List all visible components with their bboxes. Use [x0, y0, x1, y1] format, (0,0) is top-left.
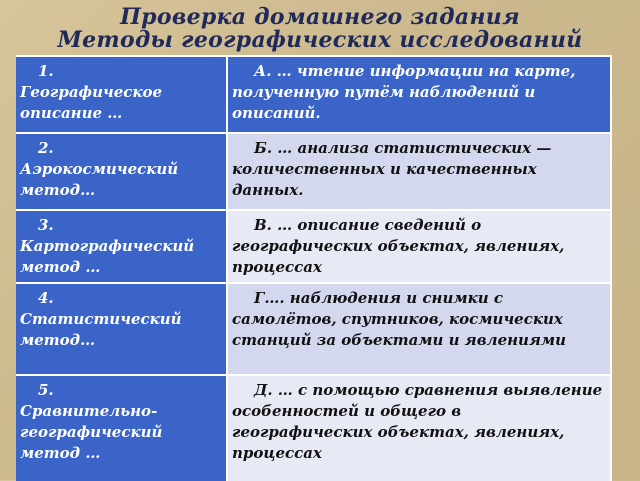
- answer-cell: [227, 56, 611, 133]
- answer-cell: [227, 283, 611, 375]
- method-cell: [16, 56, 227, 133]
- table-row: [16, 56, 611, 133]
- table-row: [16, 375, 611, 481]
- method-number: 1.: [38, 62, 54, 80]
- method-number: 3.: [38, 216, 54, 234]
- method-cell: [16, 133, 227, 210]
- answer-text: Д. … с помощью сравнения выявление особенностей и общего в географических объектах, явлениях, процессах: [232, 381, 603, 462]
- method-cell: [16, 375, 227, 481]
- answer-text: Г…. наблюдения и снимки с самолётов, спутников, космических станций за объектами и явлениями: [232, 289, 567, 349]
- table-row: [16, 210, 611, 283]
- answer-cell: [227, 210, 611, 283]
- method-name: Сравнительно-географический метод …: [20, 402, 163, 462]
- table-row: [16, 133, 611, 210]
- method-name: Картографический метод …: [20, 237, 195, 276]
- page-title: Проверка домашнего задания: [120, 4, 520, 30]
- method-cell: [16, 210, 227, 283]
- table-row: [16, 283, 611, 375]
- answer-cell: [227, 375, 611, 481]
- method-name: Аэрокосмический метод…: [20, 160, 179, 199]
- answer-text: Б. … анализа статистических — количественных и качественных данных.: [232, 139, 552, 199]
- answer-text: В. … описание сведений о географических объектах, явлениях, процессах: [232, 216, 565, 276]
- answer-cell: [227, 133, 611, 210]
- answer-text: А. … чтение информации на карте, полученную путём наблюдений и описаний.: [232, 62, 576, 122]
- page-subtitle: Методы географических исследований: [57, 27, 583, 53]
- methods-table: [16, 55, 612, 481]
- method-number: 2.: [38, 139, 54, 157]
- method-number: 4.: [38, 289, 54, 307]
- method-name: Статистический метод…: [20, 310, 182, 349]
- method-cell: [16, 283, 227, 375]
- method-number: 5.: [38, 381, 54, 399]
- method-name: Географическое описание …: [20, 83, 163, 122]
